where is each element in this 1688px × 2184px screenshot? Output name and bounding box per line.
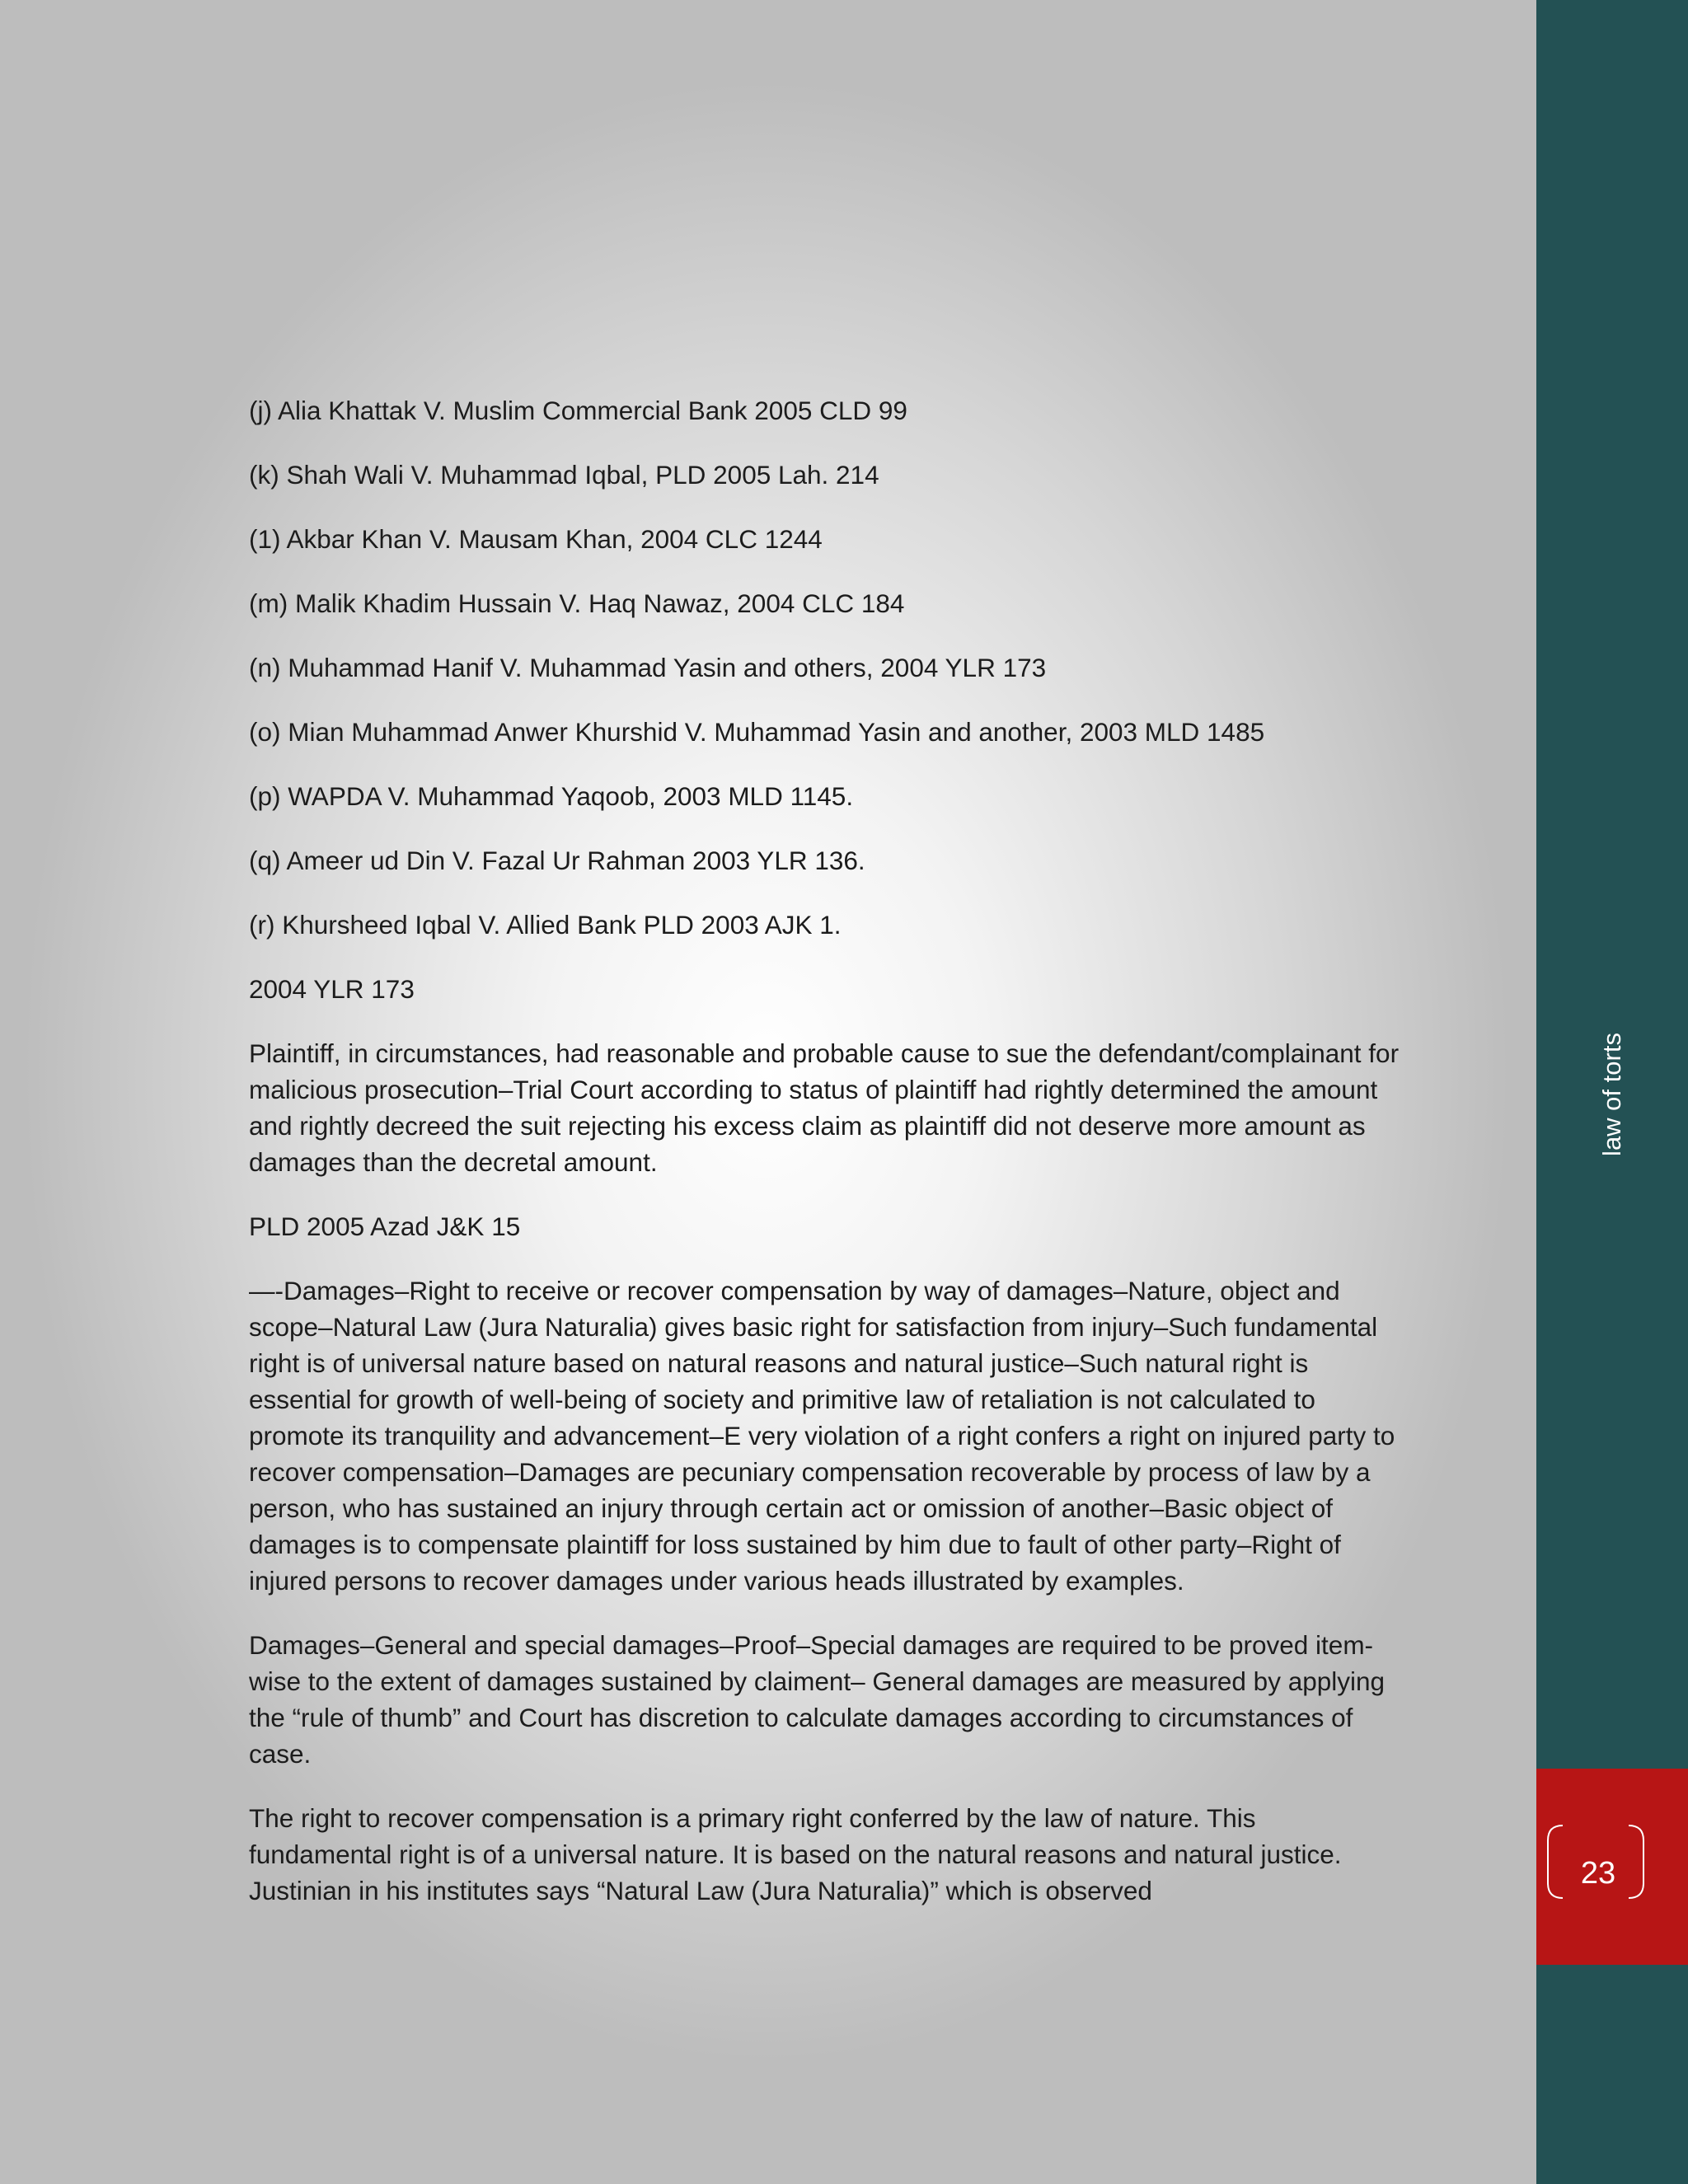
citation-l: (1) Akbar Khan V. Mausam Khan, 2004 CLC 1244 [249,524,823,554]
citation-q: (q) Ameer ud Din V. Fazal Ur Rahman 2003 YLR 136. [249,846,865,875]
citation-j: (j) Alia Khattak V. Muslim Commercial Bank 2005 CLD 99 [249,396,907,425]
citation-k: (k) Shah Wali V. Muhammad Iqbal, PLD 2005 Lah. 214 [249,460,879,490]
paragraph-natural-law: The right to recover compensation is a primary right conferred by the law of nature. This fundamental right is of a universal nature. It is based on the natural reasons and natural justice. Justinian in his institutes says “Natural Law (Jura Naturalia)” which is observed [249,1803,1342,1905]
citation-r: (r) Khursheed Iqbal V. Allied Bank PLD 2003 AJK 1. [249,910,842,940]
citation-o: (o) Mian Muhammad Anwer Khurshid V. Muhammad Yasin and another, 2003 MLD 1485 [249,717,1265,747]
running-header-text: law of torts [1597,1033,1627,1156]
case-heading-2004-ylr-173: 2004 YLR 173 [249,974,415,1004]
citation-n: (n) Muhammad Hanif V. Muhammad Yasin and others, 2004 YLR 173 [249,653,1047,682]
document-body [249,392,1403,1937]
case-heading-pld-2005: PLD 2005 Azad J&K 15 [249,1212,521,1241]
paragraph-general-special-damages: Damages–General and special damages–Proof–Special damages are required to be proved item-wise to the extent of damages sustained by claiment– General damages are measured by applying the “rule of thumb” and Court has discretion to calculate damages according to circumstances of case. [249,1630,1386,1769]
running-header [1591,1024,1634,1165]
page-number: 23 [1580,1855,1616,1891]
paragraph-malicious-prosecution: Plaintiff, in circumstances, had reasonable and probable cause to sue the defendant/complainant for malicious prosecution–Trial Court according to status of plaintiff had rightly determined the amount and rightly decreed the suit rejecting his excess claim as plaintiff did not deserve more amount as damages than the decretal amount. [249,1038,1400,1177]
paragraph-damages-right: —-Damages–Right to receive or recover compensation by way of damages–Nature, object and scope–Natural Law (Jura Naturalia) gives basic right for satisfaction from injury–Such fundamental right is of universal nature based on natural reasons and natural justice–Such natural right is essential for growth of well-being of society and primitive law of retaliation is not calculated to promote its tranquility and advancement–E very violation of a right confers a right on injured party to recover compensation–Damages are pecuniary compensation recoverable by process of law by a person, who has sustained an injury through certain act or omission of another–Basic object of damages is to compensate plaintiff for loss sustained by him due to fault of other party–Right of injured persons to recover damages under various heads illustrated by examples. [249,1276,1395,1596]
citation-m: (m) Malik Khadim Hussain V. Haq Nawaz, 2004 CLC 184 [249,588,905,618]
citation-p: (p) WAPDA V. Muhammad Yaqoob, 2003 MLD 1145. [249,781,854,811]
